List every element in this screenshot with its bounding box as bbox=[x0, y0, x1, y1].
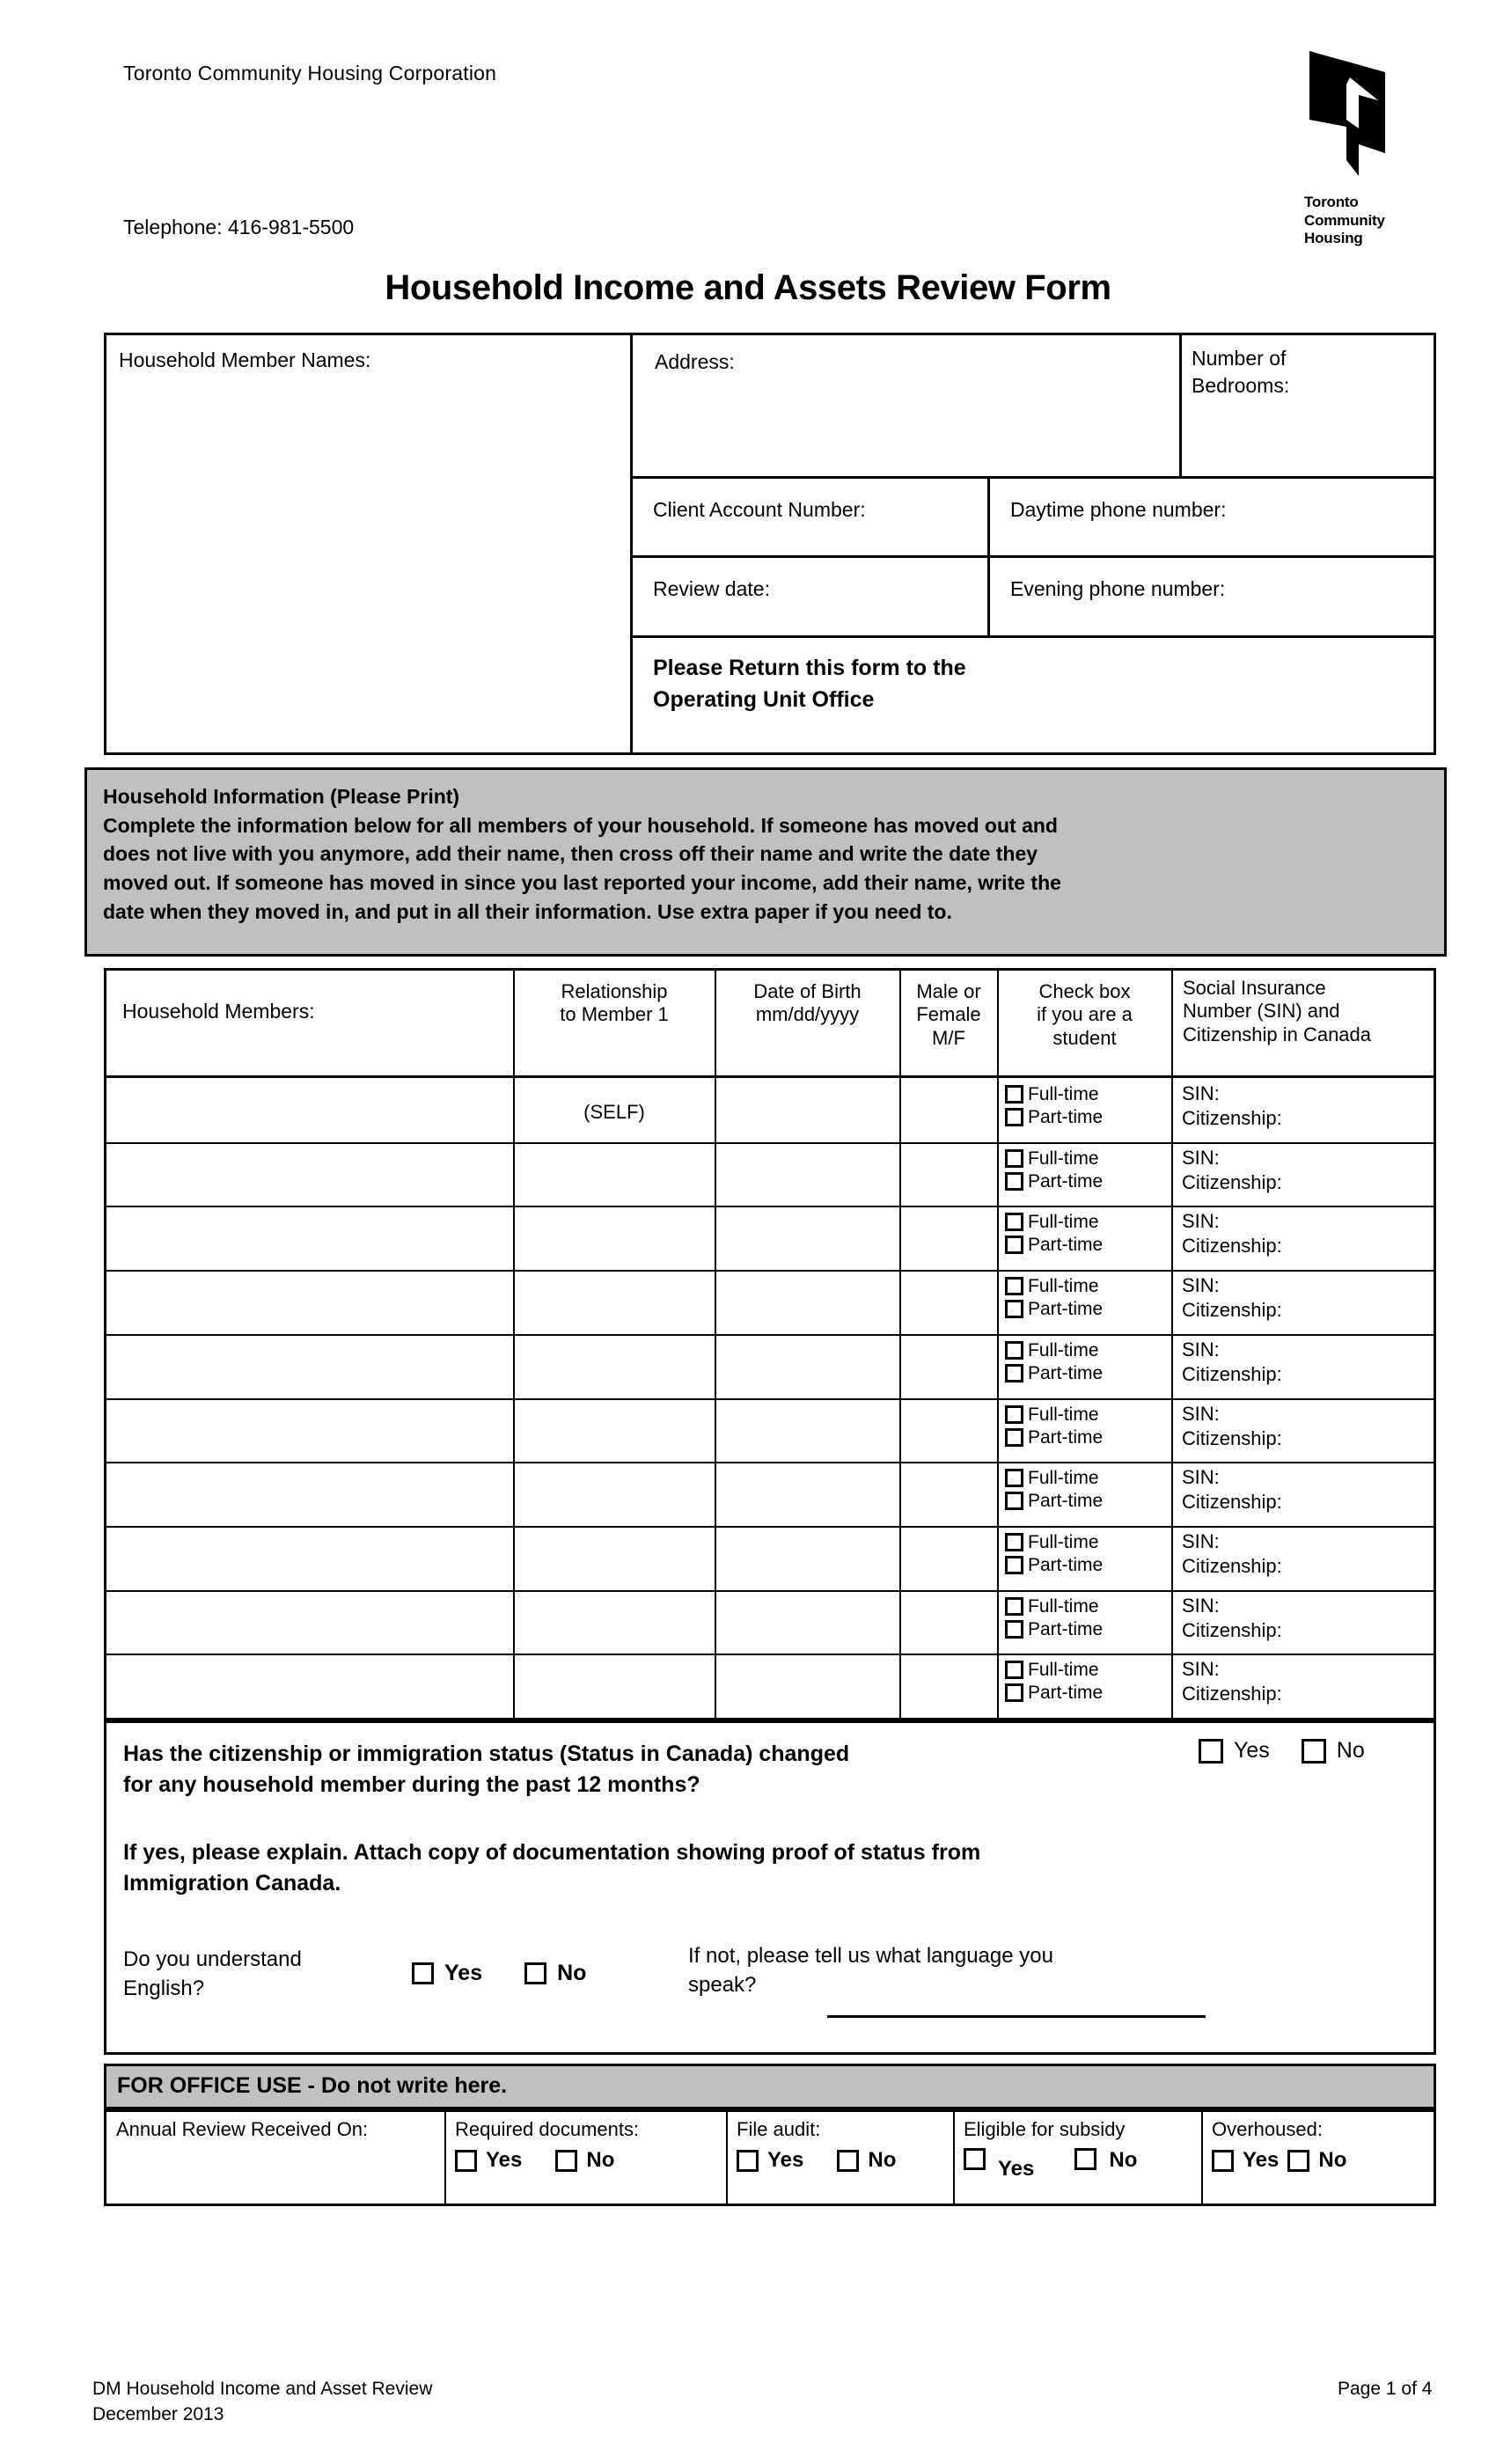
members-col-line-2 bbox=[715, 971, 716, 1718]
footer-left-line1: DM Household Income and Asset Review bbox=[92, 2379, 433, 2399]
sin-citizenship-cell bbox=[1175, 1526, 1434, 1581]
student-fulltime-label: Full-time bbox=[1028, 1083, 1099, 1104]
student-fulltime-option[interactable] bbox=[1005, 1082, 1170, 1105]
required-documents-yesno[interactable] bbox=[446, 2148, 724, 2173]
annual-review-received-label: Annual Review Received On: bbox=[116, 2118, 369, 2140]
student-parttime-checkbox[interactable] bbox=[1005, 1300, 1023, 1318]
file-audit-no-checkbox[interactable] bbox=[837, 2150, 859, 2172]
members-header-dob-line1: Date of Birth bbox=[753, 980, 862, 1002]
household-member-names-label: Household Member Names: bbox=[119, 348, 371, 371]
citizenship-label: Citizenship: bbox=[1182, 1171, 1282, 1193]
eligible-for-subsidy-no-label: No bbox=[1109, 2148, 1138, 2172]
client-account-number-label: Client Account Number: bbox=[653, 498, 866, 521]
sin-label: SIN: bbox=[1182, 1338, 1220, 1360]
student-parttime-label: Part-time bbox=[1028, 1682, 1104, 1703]
student-parttime-checkbox[interactable] bbox=[1005, 1620, 1023, 1639]
number-of-bedrooms-label bbox=[1192, 345, 1429, 400]
members-header-student bbox=[999, 968, 1170, 1050]
required-documents-label: Required documents: bbox=[455, 2118, 640, 2140]
sin-label: SIN: bbox=[1182, 1082, 1220, 1104]
eligible-for-subsidy-no-checkbox[interactable] bbox=[1074, 2148, 1096, 2170]
overhoused-label: Overhoused: bbox=[1212, 2118, 1323, 2140]
sin-citizenship-cell bbox=[1175, 1334, 1434, 1390]
student-parttime-label: Part-time bbox=[1028, 1490, 1104, 1511]
info-table-hline-1 bbox=[630, 476, 1436, 479]
student-fulltime-option[interactable] bbox=[1005, 1274, 1170, 1297]
student-parttime-option[interactable] bbox=[1005, 1489, 1170, 1512]
student-fulltime-label: Full-time bbox=[1028, 1339, 1099, 1360]
sin-citizenship-cell bbox=[1175, 1398, 1434, 1454]
household-information-body-line1: Complete the information below for all members of your household. If someone has moved out and bbox=[103, 813, 1058, 837]
english-yes-checkbox[interactable] bbox=[412, 1962, 434, 1984]
citizenship-yes-label: Yes bbox=[1234, 1738, 1270, 1763]
student-status-cell bbox=[999, 1526, 1170, 1576]
info-table-vline-bedrooms bbox=[1179, 333, 1182, 476]
footer-left-line2: December 2013 bbox=[92, 2404, 224, 2425]
student-fulltime-checkbox[interactable] bbox=[1005, 1085, 1023, 1104]
student-parttime-option[interactable] bbox=[1005, 1681, 1170, 1704]
student-fulltime-option[interactable] bbox=[1005, 1147, 1170, 1170]
info-table-hline-2 bbox=[630, 555, 1436, 558]
citizenship-yesno-group[interactable] bbox=[1199, 1738, 1365, 1764]
student-fulltime-checkbox[interactable] bbox=[1005, 1213, 1023, 1231]
required-documents-yes-label: Yes bbox=[486, 2148, 523, 2172]
citizenship-question-line2: for any household member during the past 12 months? bbox=[123, 1771, 700, 1797]
student-parttime-label: Part-time bbox=[1028, 1170, 1104, 1192]
relationship-self-marker: (SELF) bbox=[583, 1101, 645, 1123]
student-fulltime-checkbox[interactable] bbox=[1005, 1661, 1023, 1679]
sin-citizenship-cell bbox=[1175, 1590, 1434, 1646]
sin-label: SIN: bbox=[1182, 1274, 1220, 1296]
sin-citizenship-cell bbox=[1175, 1078, 1434, 1133]
tch-logo-text bbox=[1304, 194, 1427, 248]
members-header-student-line2: if you are a bbox=[1037, 1003, 1133, 1026]
members-header-student-line3: student bbox=[1052, 1026, 1117, 1049]
organization-name: Toronto Community Housing Corporation bbox=[123, 62, 497, 84]
english-question-prompt-line1: Do you understand bbox=[123, 1947, 302, 1971]
sin-label: SIN: bbox=[1182, 1210, 1220, 1232]
household-information-heading: Household Information (Please Print) bbox=[103, 785, 460, 808]
file-audit-cell bbox=[728, 2109, 951, 2173]
return-notice bbox=[653, 653, 1419, 715]
return-notice-line1: Please Return this form to the bbox=[653, 656, 966, 680]
student-fulltime-label: Full-time bbox=[1028, 1404, 1099, 1425]
tch-logo-line2: Community bbox=[1304, 211, 1385, 229]
file-audit-yesno[interactable] bbox=[728, 2148, 951, 2173]
citizenship-label: Citizenship: bbox=[1182, 1491, 1282, 1513]
language-question bbox=[688, 1941, 1225, 1999]
english-question-prompt-line2: English? bbox=[123, 1976, 205, 2001]
english-question-prompt bbox=[123, 1945, 387, 2003]
members-header-relationship bbox=[515, 968, 714, 1027]
student-parttime-label: Part-time bbox=[1028, 1618, 1104, 1639]
sin-citizenship-cell bbox=[1175, 1654, 1434, 1709]
review-date-label: Review date: bbox=[653, 577, 770, 600]
student-fulltime-label: Full-time bbox=[1028, 1659, 1099, 1680]
student-status-cell bbox=[999, 1462, 1170, 1512]
student-parttime-checkbox[interactable] bbox=[1005, 1492, 1023, 1510]
required-documents-cell bbox=[446, 2109, 724, 2173]
eligible-for-subsidy-cell bbox=[955, 2109, 1199, 2182]
citizenship-question-text bbox=[123, 1739, 1162, 1800]
office-use-banner-text: FOR OFFICE USE - Do not write here. bbox=[117, 2073, 508, 2098]
student-parttime-label: Part-time bbox=[1028, 1234, 1104, 1255]
student-status-cell bbox=[999, 1270, 1170, 1320]
student-status-cell bbox=[999, 1078, 1170, 1128]
citizenship-label: Citizenship: bbox=[1182, 1363, 1282, 1385]
number-of-bedrooms-line1: Number of bbox=[1192, 347, 1287, 370]
student-status-cell bbox=[999, 1206, 1170, 1256]
sin-citizenship-cell bbox=[1175, 1270, 1434, 1325]
language-question-line1: If not, please tell us what language you bbox=[688, 1944, 1053, 1968]
info-table-vline-1 bbox=[630, 333, 633, 755]
office-use-banner bbox=[104, 2064, 1436, 2109]
info-table-hline-3 bbox=[630, 635, 1436, 638]
english-no-checkbox[interactable] bbox=[524, 1962, 546, 1984]
footer-page-number: Page 1 of 4 bbox=[1338, 2379, 1433, 2399]
members-header-sin bbox=[1177, 968, 1434, 1046]
members-header-relationship-line1: Relationship bbox=[561, 980, 668, 1002]
student-fulltime-checkbox[interactable] bbox=[1005, 1533, 1023, 1551]
overhoused-no-checkbox[interactable] bbox=[1287, 2150, 1309, 2172]
student-status-cell bbox=[999, 1590, 1170, 1640]
student-status-cell bbox=[999, 1398, 1170, 1448]
overhoused-cell bbox=[1203, 2109, 1434, 2173]
citizenship-question-line1: Has the citizenship or immigration status (Status in Canada) changed bbox=[123, 1742, 850, 1766]
overhoused-yesno[interactable] bbox=[1203, 2148, 1434, 2173]
members-header-names: Household Members: bbox=[122, 1000, 315, 1023]
sin-label: SIN: bbox=[1182, 1466, 1220, 1488]
citizenship-label: Citizenship: bbox=[1182, 1427, 1282, 1449]
student-parttime-checkbox[interactable] bbox=[1005, 1364, 1023, 1382]
student-status-cell bbox=[999, 1334, 1170, 1384]
required-documents-no-checkbox[interactable] bbox=[555, 2150, 577, 2172]
eligible-for-subsidy-yes-checkbox[interactable] bbox=[964, 2148, 986, 2170]
sin-citizenship-cell bbox=[1175, 1142, 1434, 1198]
student-fulltime-checkbox[interactable] bbox=[1005, 1341, 1023, 1360]
student-fulltime-option[interactable] bbox=[1005, 1595, 1170, 1617]
student-parttime-checkbox[interactable] bbox=[1005, 1556, 1023, 1574]
household-information-body-line3: moved out. If someone has moved in since you last reported your income, add their name, write the bbox=[103, 870, 1061, 894]
citizenship-label: Citizenship: bbox=[1182, 1235, 1282, 1257]
members-header-sin-line2: Number (SIN) and bbox=[1183, 1000, 1340, 1023]
student-fulltime-checkbox[interactable] bbox=[1005, 1469, 1023, 1487]
student-fulltime-label: Full-time bbox=[1028, 1595, 1099, 1617]
sin-label: SIN: bbox=[1182, 1147, 1220, 1169]
members-header-sex-line1: Male or bbox=[916, 980, 981, 1002]
student-fulltime-option[interactable] bbox=[1005, 1210, 1170, 1233]
student-status-cell bbox=[999, 1142, 1170, 1192]
citizenship-explain-line1: If yes, please explain. Attach copy of documentation showing proof of status from bbox=[123, 1840, 981, 1865]
student-parttime-option[interactable] bbox=[1005, 1105, 1170, 1128]
eligible-for-subsidy-yes-label: Yes bbox=[998, 2157, 1035, 2181]
student-parttime-option[interactable] bbox=[1005, 1233, 1170, 1256]
student-parttime-option[interactable] bbox=[1005, 1170, 1170, 1192]
daytime-phone-label: Daytime phone number: bbox=[1010, 498, 1227, 521]
student-parttime-label: Part-time bbox=[1028, 1554, 1104, 1575]
citizenship-no-label: No bbox=[1336, 1738, 1365, 1763]
number-of-bedrooms-line2: Bedrooms: bbox=[1192, 374, 1290, 398]
eligible-for-subsidy-yesno[interactable] bbox=[955, 2148, 1199, 2182]
household-information-body-line4: date when they moved in, and put in all their information. Use extra paper if you need to. bbox=[103, 899, 952, 923]
members-header-relationship-line2: to Member 1 bbox=[560, 1003, 669, 1026]
citizenship-label: Citizenship: bbox=[1182, 1683, 1282, 1705]
members-header-sin-line3: Citizenship in Canada bbox=[1183, 1023, 1372, 1045]
citizenship-label: Citizenship: bbox=[1182, 1107, 1282, 1129]
student-fulltime-label: Full-time bbox=[1028, 1148, 1099, 1169]
members-header-dob bbox=[716, 968, 898, 1027]
members-header-sex bbox=[901, 968, 996, 1050]
language-question-line2: speak? bbox=[688, 1973, 757, 1998]
file-audit-label: File audit: bbox=[737, 2118, 821, 2140]
citizenship-explain-text bbox=[123, 1837, 1267, 1898]
citizenship-no-checkbox[interactable] bbox=[1302, 1739, 1326, 1764]
file-audit-no-label: No bbox=[868, 2148, 897, 2172]
required-documents-yes-checkbox[interactable] bbox=[455, 2150, 477, 2172]
footer-left bbox=[92, 2376, 432, 2428]
student-parttime-label: Part-time bbox=[1028, 1426, 1104, 1448]
student-fulltime-checkbox[interactable] bbox=[1005, 1405, 1023, 1424]
tch-flag-logo-icon bbox=[1304, 46, 1401, 187]
student-fulltime-checkbox[interactable] bbox=[1005, 1597, 1023, 1616]
student-fulltime-option[interactable] bbox=[1005, 1338, 1170, 1361]
citizenship-yes-checkbox[interactable] bbox=[1199, 1739, 1223, 1764]
student-fulltime-option[interactable] bbox=[1005, 1530, 1170, 1553]
citizenship-label: Citizenship: bbox=[1182, 1299, 1282, 1321]
household-information-banner bbox=[84, 767, 1447, 957]
members-header-sex-line3: M/F bbox=[932, 1026, 965, 1049]
sin-label: SIN: bbox=[1182, 1595, 1220, 1617]
eligible-for-subsidy-label: Eligible for subsidy bbox=[964, 2118, 1126, 2140]
student-fulltime-option[interactable] bbox=[1005, 1403, 1170, 1426]
student-status-cell bbox=[999, 1654, 1170, 1704]
return-notice-line2: Operating Unit Office bbox=[653, 686, 875, 712]
tch-logo-line1: Toronto bbox=[1304, 194, 1359, 210]
student-fulltime-label: Full-time bbox=[1028, 1467, 1099, 1488]
student-parttime-label: Part-time bbox=[1028, 1106, 1104, 1127]
student-parttime-checkbox[interactable] bbox=[1005, 1108, 1023, 1126]
overhoused-no-label: No bbox=[1318, 2148, 1347, 2172]
file-audit-yes-label: Yes bbox=[767, 2148, 804, 2172]
info-table-vline-2 bbox=[987, 476, 990, 635]
student-parttime-label: Part-time bbox=[1028, 1298, 1104, 1319]
required-documents-no-label: No bbox=[586, 2148, 615, 2172]
tch-logo bbox=[1304, 46, 1427, 248]
student-fulltime-label: Full-time bbox=[1028, 1275, 1099, 1296]
student-parttime-option[interactable] bbox=[1005, 1297, 1170, 1320]
members-header-student-line1: Check box bbox=[1038, 980, 1131, 1002]
student-fulltime-label: Full-time bbox=[1028, 1211, 1099, 1232]
sin-label: SIN: bbox=[1182, 1530, 1220, 1552]
citizenship-label: Citizenship: bbox=[1182, 1619, 1282, 1641]
english-yes-label: Yes bbox=[444, 1961, 483, 1985]
household-information-body-line2: does not live with you anymore, add their name, then cross off their name and write the date they bbox=[103, 842, 1038, 866]
members-header-dob-line2: mm/dd/yyyy bbox=[755, 1003, 860, 1026]
sin-citizenship-cell bbox=[1175, 1206, 1434, 1261]
overhoused-yes-checkbox[interactable] bbox=[1212, 2150, 1234, 2172]
members-header-sin-line1: Social Insurance bbox=[1183, 977, 1326, 999]
student-fulltime-option[interactable] bbox=[1005, 1658, 1170, 1681]
sin-label: SIN: bbox=[1182, 1403, 1220, 1425]
student-parttime-checkbox[interactable] bbox=[1005, 1683, 1023, 1702]
student-parttime-label: Part-time bbox=[1028, 1362, 1104, 1383]
student-fulltime-label: Full-time bbox=[1028, 1531, 1099, 1552]
sin-label: SIN: bbox=[1182, 1658, 1220, 1680]
members-col-line-3 bbox=[899, 971, 901, 1718]
student-parttime-option[interactable] bbox=[1005, 1361, 1170, 1384]
student-fulltime-option[interactable] bbox=[1005, 1466, 1170, 1489]
english-no-label: No bbox=[557, 1961, 587, 1985]
student-parttime-option[interactable] bbox=[1005, 1553, 1170, 1576]
members-header-sex-line2: Female bbox=[916, 1003, 981, 1026]
student-parttime-checkbox[interactable] bbox=[1005, 1236, 1023, 1254]
citizenship-explain-line2: Immigration Canada. bbox=[123, 1870, 341, 1896]
student-parttime-option[interactable] bbox=[1005, 1426, 1170, 1448]
student-parttime-checkbox[interactable] bbox=[1005, 1428, 1023, 1447]
household-information-banner-text bbox=[87, 770, 1444, 936]
members-col-line-5 bbox=[1171, 971, 1173, 1718]
address-label: Address: bbox=[655, 350, 735, 373]
file-audit-yes-checkbox[interactable] bbox=[737, 2150, 759, 2172]
student-parttime-checkbox[interactable] bbox=[1005, 1172, 1023, 1191]
evening-phone-label: Evening phone number: bbox=[1010, 577, 1226, 600]
telephone-line: Telephone: 416-981-5500 bbox=[123, 216, 355, 238]
tch-logo-line3: Housing bbox=[1304, 230, 1363, 247]
student-parttime-option[interactable] bbox=[1005, 1617, 1170, 1640]
page-title: Household Income and Assets Review Form bbox=[385, 268, 1111, 307]
english-yesno-group[interactable] bbox=[412, 1961, 586, 1986]
sin-citizenship-cell bbox=[1175, 1462, 1434, 1517]
student-fulltime-checkbox[interactable] bbox=[1005, 1277, 1023, 1295]
overhoused-yes-label: Yes bbox=[1243, 2148, 1280, 2172]
language-answer-field[interactable] bbox=[827, 2015, 1206, 2018]
student-fulltime-checkbox[interactable] bbox=[1005, 1149, 1023, 1168]
citizenship-label: Citizenship: bbox=[1182, 1555, 1282, 1577]
